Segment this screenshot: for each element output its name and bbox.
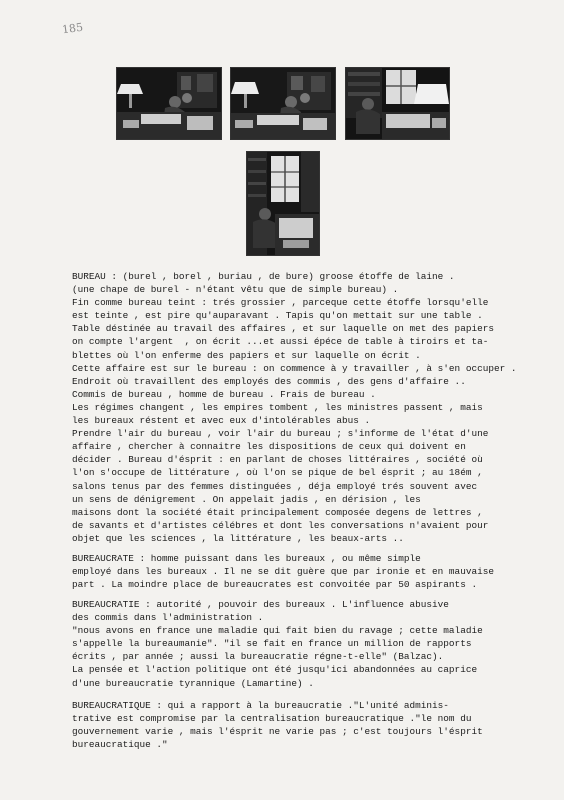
bureaucrate-line: BUREAUCRATE : homme puissant dans les bureaux , ou même simple — [72, 553, 421, 564]
bureau-line: Les régimes changent , les empires tombent , les ministres passent , mais — [72, 401, 483, 413]
bureaucratique-line: BUREAUCRATIQUE : qui a rapport à la bureaucratie ."L'unité adminis- — [72, 700, 449, 711]
entry-bureaucrate — [72, 552, 562, 591]
bureau-line: de savants et d'artistes célébres et dont les conversations n'avaient pour — [72, 519, 489, 531]
bureaucratie-line: écrits , par année ; aussi la bureaucratie régne-t-elle" (Balzac). — [72, 651, 444, 663]
bureau-line: Endroit où travaillent des employés des commis , des gens d'affaire .. — [72, 375, 466, 387]
bureau-line: les bureaux réstent et avec eux d'intolérables abus . — [72, 415, 371, 427]
bureaucratie-line: s'appelle la bureaumanie". "il se fait en france un million de rapports — [72, 638, 472, 650]
bureau-line: l'on s'occupe de littérature , où l'on se pique de bel ésprit ; au 18ém , — [72, 467, 483, 479]
bureaucratique-line: trative est compromise par la centralisation bureaucratique ."le nom du — [72, 713, 472, 725]
bureau-line: BUREAU : (burel , borel , buriau , de bure) groose étoffe de laine . — [72, 271, 455, 282]
bureaucrate-line: employé dans les bureaux . Il ne se dit guère que par ironie et en mauvaise — [72, 566, 494, 578]
bureau-line: Table déstinée au travail des affaires , et sur laquelle on met des papiers — [72, 323, 494, 335]
bureau-line: Prendre l'air du bureau , voir l'air du bureau ; s'informe de l'état d'une — [72, 428, 489, 440]
bureaucrate-line: part . La moindre place de bureaucrates est convoitée par 50 aspirants . — [72, 579, 478, 591]
bureau-line: affaire , chercher à connaitre les dispositions de ceux qui doivent en — [72, 441, 466, 453]
bureau-line: (une chape de burel - n'étant vêtu que de simple bureau) . — [72, 284, 399, 296]
entry-bureau — [72, 270, 562, 545]
bureau-line: un sens de dénigrement . On appelait jadis , en dérision , les — [72, 493, 421, 505]
bureaucratique-line: gouvernement varie , mais l'ésprit ne varie pas ; c'est toujours l'ésprit — [72, 726, 483, 738]
bureau-line: blettes où l'on enferme des papiers et sur laquelle on écrit . — [72, 349, 421, 361]
bureau-line: on compte l'argent , on écrit ...et aussi épéce de table à tiroirs et ta- — [72, 336, 489, 348]
bureaucratie-line: BUREAUCRATIE : autorité , pouvoir des bureaux . L'influence abusive — [72, 599, 449, 610]
entry-bureaucratie — [72, 598, 562, 690]
bureau-line: décider . Bureau d'ésprit : en parlant de choses littéraires , société où — [72, 454, 483, 466]
photo-window-bookshelf — [246, 151, 320, 256]
photo-desk-lamp-2 — [230, 67, 336, 140]
bureau-line: Commis de bureau , homme de bureau . Frais de bureau . — [72, 388, 376, 400]
bureau-line: Cette affaire est sur le bureau : on commence à y travailler , à s'en occuper . — [72, 362, 517, 374]
bureaucratie-line: "nous avons en france une maladie qui fait bien du ravage ; cette maladie — [72, 625, 483, 637]
bureau-line: objet que les sciences , la littérature , les beaux-arts .. — [72, 532, 404, 544]
bureau-line: salons tenus par des femmes distinguées , déja employé trés souvent avec — [72, 480, 478, 492]
bureaucratie-line: d'une bureaucratie tyrannique (Lamartine) . — [72, 677, 314, 689]
bureaucratie-line: La pensée et l'action politique ont été jusqu'ici abandonnées au caprice — [72, 664, 478, 676]
photo-desk-lamp — [116, 67, 222, 140]
page-number: 185 — [61, 20, 84, 37]
bureau-line: maisons dont la société était principalement composée degens de lettres , — [72, 506, 483, 518]
bureau-line: Fin comme bureau teint : trés grossier , parceque cette étoffe lorsqu'elle — [72, 297, 489, 309]
bureaucratie-line: des commis dans l'administration . — [72, 612, 264, 624]
bureaucratique-line: bureaucratique ." — [72, 739, 168, 751]
bureau-line: est teinte , est pire qu'auparavant . Tapis qu'on mettait sur une table . — [72, 310, 483, 322]
entry-bureaucratique — [72, 699, 562, 751]
photo-window-desk — [345, 67, 450, 140]
